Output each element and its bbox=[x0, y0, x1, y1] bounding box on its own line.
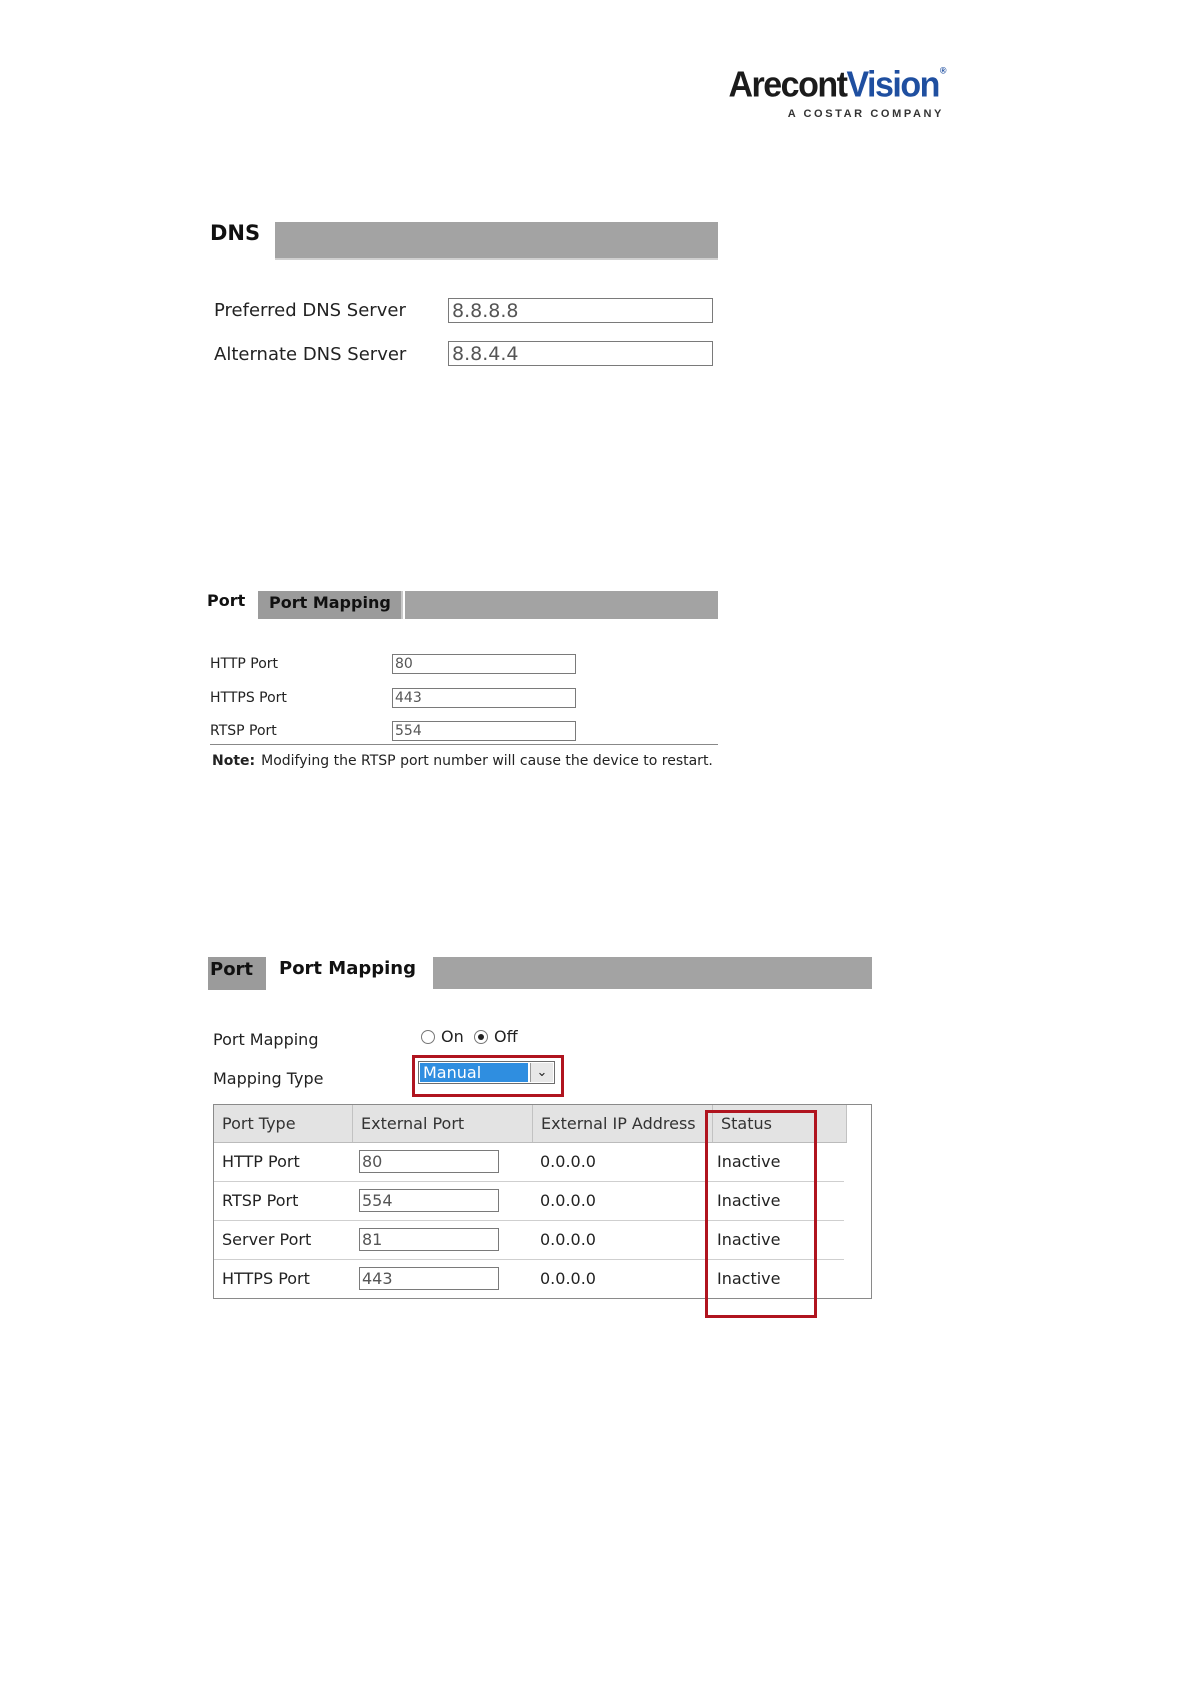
note-label: Note: bbox=[212, 753, 256, 769]
col-status: Status bbox=[713, 1105, 847, 1142]
row2-status: Inactive bbox=[717, 1191, 781, 1210]
port-mapping-label: Port Mapping bbox=[213, 1030, 319, 1049]
row2-port-type: RTSP Port bbox=[222, 1191, 299, 1210]
http-port-label: HTTP Port bbox=[210, 656, 279, 672]
tab-port-mapping[interactable]: Port Mapping bbox=[279, 958, 417, 979]
preferred-dns-label: Preferred DNS Server bbox=[214, 300, 406, 321]
port-mapping-header-bar bbox=[433, 957, 872, 989]
https-port-label: HTTPS Port bbox=[210, 690, 287, 706]
radio-off-label: Off bbox=[494, 1027, 518, 1046]
row1-status: Inactive bbox=[717, 1152, 781, 1171]
preferred-dns-input[interactable]: 8.8.8.8 bbox=[448, 298, 713, 323]
alternate-dns-label: Alternate DNS Server bbox=[214, 344, 407, 365]
brand-name-part2: Vision bbox=[846, 65, 939, 105]
row2-external-port-input[interactable]: 554 bbox=[359, 1189, 499, 1212]
alternate-dns-input[interactable]: 8.8.4.4 bbox=[448, 341, 713, 366]
row4-external-port-input[interactable]: 443 bbox=[359, 1267, 499, 1290]
brand-tagline: A COSTAR COMPANY bbox=[787, 108, 944, 120]
rtsp-port-input[interactable]: 554 bbox=[392, 721, 576, 741]
http-port-input[interactable]: 80 bbox=[392, 654, 576, 674]
registered-mark: ® bbox=[939, 65, 945, 76]
divider bbox=[210, 744, 718, 745]
brand-name-part1: Arecont bbox=[728, 65, 847, 105]
row4-status: Inactive bbox=[717, 1269, 781, 1288]
row3-external-port-input[interactable]: 81 bbox=[359, 1228, 499, 1251]
mapping-type-value: Manual bbox=[420, 1063, 528, 1082]
restart-note bbox=[212, 753, 713, 769]
radio-on-label: On bbox=[441, 1027, 464, 1046]
status-column-highlight bbox=[705, 1110, 817, 1318]
row4-external-ip: 0.0.0.0 bbox=[540, 1269, 596, 1288]
row3-port-type: Server Port bbox=[222, 1230, 312, 1249]
tab-port[interactable]: Port bbox=[207, 591, 246, 610]
https-port-input[interactable]: 443 bbox=[392, 688, 576, 708]
radio-off[interactable] bbox=[474, 1030, 488, 1044]
col-port-type: Port Type bbox=[214, 1105, 353, 1142]
row1-external-ip: 0.0.0.0 bbox=[540, 1152, 596, 1171]
row3-external-ip: 0.0.0.0 bbox=[540, 1230, 596, 1249]
chevron-down-icon[interactable]: ⌄ bbox=[530, 1063, 553, 1082]
tab-port[interactable]: Port bbox=[208, 957, 266, 990]
col-external-ip: External IP Address bbox=[533, 1105, 713, 1142]
dns-header-bar bbox=[275, 222, 718, 260]
row4-port-type: HTTPS Port bbox=[222, 1269, 310, 1288]
tab-port-mapping[interactable]: Port Mapping bbox=[258, 591, 403, 619]
port-header-bar bbox=[405, 591, 718, 619]
rtsp-port-label: RTSP Port bbox=[210, 723, 277, 739]
row2-external-ip: 0.0.0.0 bbox=[540, 1191, 596, 1210]
col-external-port: External Port bbox=[353, 1105, 533, 1142]
row3-status: Inactive bbox=[717, 1230, 781, 1249]
dns-title: DNS bbox=[210, 221, 261, 245]
row1-external-port-input[interactable]: 80 bbox=[359, 1150, 499, 1173]
row1-port-type: HTTP Port bbox=[222, 1152, 300, 1171]
radio-on[interactable] bbox=[421, 1030, 435, 1044]
note-text: Modifying the RTSP port number will cause the device to restart. bbox=[261, 753, 713, 769]
brand-logo bbox=[728, 65, 945, 106]
mapping-type-label: Mapping Type bbox=[213, 1069, 324, 1088]
mapping-type-select[interactable] bbox=[418, 1061, 555, 1084]
